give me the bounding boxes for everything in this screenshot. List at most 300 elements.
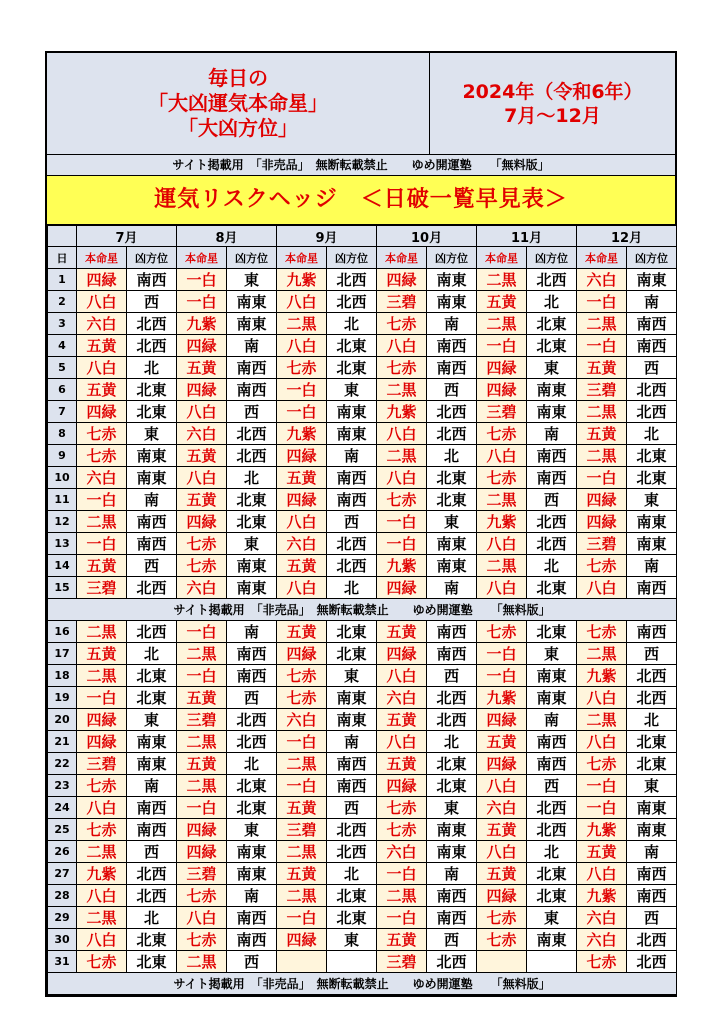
star-cell: 一白 (377, 863, 427, 885)
direction-cell: 南東 (327, 423, 377, 445)
star-cell: 八白 (377, 731, 427, 753)
table-row (48, 951, 677, 973)
direction-cell: 南東 (427, 555, 477, 577)
star-cell: 九紫 (277, 423, 327, 445)
direction-cell: 北東 (527, 885, 577, 907)
direction-cell: 東 (627, 489, 677, 511)
day-number: 7 (48, 401, 77, 423)
star-cell: 一白 (177, 269, 227, 291)
star-cell: 九紫 (577, 885, 627, 907)
direction-cell: 北西 (527, 797, 577, 819)
direction-cell: 西 (127, 841, 177, 863)
day-number: 19 (48, 687, 77, 709)
direction-cell: 南西 (127, 533, 177, 555)
star-cell: 八白 (577, 577, 627, 599)
direction-cell: 北東 (227, 775, 277, 797)
direction-cell: 北西 (627, 951, 677, 973)
day-number: 3 (48, 313, 77, 335)
direction-cell: 北東 (227, 797, 277, 819)
direction-cell: 北東 (127, 401, 177, 423)
direction-cell: 北西 (427, 687, 477, 709)
star-cell: 八白 (477, 445, 527, 467)
star-cell: 二黒 (377, 379, 427, 401)
star-cell: 一白 (277, 401, 327, 423)
direction-cell: 南 (627, 841, 677, 863)
direction-cell: 南東 (427, 533, 477, 555)
star-cell: 一白 (377, 533, 427, 555)
direction-cell: 南西 (227, 643, 277, 665)
star-cell: 三碧 (77, 577, 127, 599)
table-row (48, 665, 677, 687)
direction-cell: 北 (527, 555, 577, 577)
direction-cell: 北西 (427, 709, 477, 731)
star-cell: 五黄 (477, 863, 527, 885)
direction-cell: 西 (627, 907, 677, 929)
star-cell: 二黒 (477, 269, 527, 291)
star-cell: 六白 (177, 423, 227, 445)
table-row (48, 401, 677, 423)
star-cell: 二黒 (277, 313, 327, 335)
star-cell: 七赤 (177, 555, 227, 577)
star-header: 本命星 (177, 247, 227, 269)
corner-cell (48, 226, 77, 247)
star-cell: 七赤 (377, 797, 427, 819)
day-number: 20 (48, 709, 77, 731)
table-row (48, 841, 677, 863)
star-cell: 二黒 (177, 643, 227, 665)
header (47, 53, 675, 155)
star-cell: 九紫 (477, 511, 527, 533)
schedule-table (47, 225, 677, 995)
direction-cell: 南東 (227, 313, 277, 335)
star-cell: 五黄 (77, 643, 127, 665)
star-cell: 六白 (577, 929, 627, 951)
star-cell: 八白 (77, 885, 127, 907)
direction-cell: 北東 (327, 907, 377, 929)
star-cell: 一白 (77, 533, 127, 555)
direction-cell (327, 951, 377, 973)
star-cell: 二黒 (277, 753, 327, 775)
star-cell (477, 951, 527, 973)
star-cell: 七赤 (277, 687, 327, 709)
direction-cell: 西 (227, 401, 277, 423)
star-cell: 二黒 (577, 643, 627, 665)
direction-cell: 北西 (127, 885, 177, 907)
direction-cell: 北西 (327, 533, 377, 555)
day-number: 23 (48, 775, 77, 797)
star-cell: 八白 (577, 687, 627, 709)
star-cell: 八白 (277, 511, 327, 533)
star-cell: 五黄 (277, 621, 327, 643)
star-cell: 四緑 (377, 775, 427, 797)
direction-cell: 南西 (127, 511, 177, 533)
star-cell: 九紫 (177, 313, 227, 335)
direction-cell: 西 (327, 797, 377, 819)
direction-cell: 南 (127, 489, 177, 511)
star-cell: 八白 (477, 533, 527, 555)
table-row (48, 423, 677, 445)
direction-cell: 南東 (227, 577, 277, 599)
day-number: 27 (48, 863, 77, 885)
direction-header: 凶方位 (227, 247, 277, 269)
star-cell: 二黒 (377, 445, 427, 467)
direction-cell: 東 (127, 423, 177, 445)
day-number: 2 (48, 291, 77, 313)
day-number: 25 (48, 819, 77, 841)
day-number: 1 (48, 269, 77, 291)
direction-cell: 南西 (627, 863, 677, 885)
direction-cell: 北東 (527, 621, 577, 643)
star-cell: 一白 (277, 731, 327, 753)
star-cell: 五黄 (177, 753, 227, 775)
direction-header: 凶方位 (327, 247, 377, 269)
day-number: 5 (48, 357, 77, 379)
table-row (48, 555, 677, 577)
direction-cell: 北西 (327, 841, 377, 863)
star-cell: 七赤 (477, 467, 527, 489)
direction-cell: 北東 (227, 511, 277, 533)
month-header: 8月 (177, 226, 277, 247)
star-cell: 三碧 (177, 863, 227, 885)
star-cell: 八白 (177, 467, 227, 489)
star-cell: 八白 (477, 841, 527, 863)
star-header: 本命星 (277, 247, 327, 269)
table-row (48, 643, 677, 665)
direction-cell: 北西 (627, 665, 677, 687)
table-row (48, 577, 677, 599)
title-line: 「大凶運気本命星」 (148, 91, 328, 115)
direction-cell: 北西 (227, 709, 277, 731)
table-row (48, 467, 677, 489)
direction-cell: 南東 (227, 555, 277, 577)
direction-cell: 東 (227, 269, 277, 291)
direction-cell: 北西 (127, 621, 177, 643)
month-header: 7月 (77, 226, 177, 247)
star-cell: 四緑 (277, 445, 327, 467)
star-cell: 九紫 (77, 863, 127, 885)
direction-cell: 北東 (127, 951, 177, 973)
direction-cell: 南東 (427, 291, 477, 313)
direction-header: 凶方位 (127, 247, 177, 269)
direction-cell: 西 (327, 511, 377, 533)
star-cell: 四緑 (177, 841, 227, 863)
star-cell: 九紫 (277, 269, 327, 291)
star-cell: 二黒 (577, 313, 627, 335)
direction-cell: 西 (427, 665, 477, 687)
direction-cell: 南 (627, 291, 677, 313)
star-cell: 一白 (577, 797, 627, 819)
direction-cell: 北西 (127, 863, 177, 885)
star-cell: 七赤 (377, 313, 427, 335)
direction-cell: 南西 (127, 797, 177, 819)
direction-cell: 東 (327, 929, 377, 951)
direction-cell: 北東 (127, 687, 177, 709)
direction-cell: 北西 (627, 379, 677, 401)
star-cell: 八白 (577, 863, 627, 885)
star-cell: 一白 (277, 775, 327, 797)
direction-cell: 北東 (527, 335, 577, 357)
day-number: 11 (48, 489, 77, 511)
direction-cell: 北 (327, 313, 377, 335)
star-cell: 七赤 (177, 885, 227, 907)
star-cell: 一白 (477, 665, 527, 687)
star-cell: 八白 (77, 797, 127, 819)
direction-cell: 北 (227, 467, 277, 489)
direction-cell: 南東 (627, 797, 677, 819)
star-cell: 八白 (77, 929, 127, 951)
direction-cell: 北東 (527, 577, 577, 599)
direction-cell: 東 (427, 797, 477, 819)
direction-cell: 西 (527, 489, 577, 511)
star-cell: 一白 (77, 687, 127, 709)
period-block (430, 53, 675, 154)
title-block (47, 53, 430, 154)
star-cell: 四緑 (477, 709, 527, 731)
star-cell: 二黒 (477, 489, 527, 511)
star-cell: 七赤 (477, 907, 527, 929)
direction-cell: 北東 (427, 775, 477, 797)
star-cell: 九紫 (577, 665, 627, 687)
star-cell: 四緑 (277, 929, 327, 951)
star-cell: 一白 (577, 467, 627, 489)
direction-cell: 北西 (127, 577, 177, 599)
direction-cell: 北西 (427, 951, 477, 973)
direction-cell: 南西 (427, 643, 477, 665)
star-cell: 四緑 (77, 731, 127, 753)
direction-cell: 南東 (127, 731, 177, 753)
month-header: 9月 (277, 226, 377, 247)
table-row (48, 313, 677, 335)
calendar-sheet (45, 51, 677, 997)
day-number: 26 (48, 841, 77, 863)
star-cell: 五黄 (477, 731, 527, 753)
star-cell: 七赤 (477, 929, 527, 951)
star-cell: 二黒 (477, 555, 527, 577)
star-cell: 三碧 (577, 379, 627, 401)
direction-cell: 北西 (527, 269, 577, 291)
direction-cell: 北東 (227, 489, 277, 511)
direction-cell (527, 951, 577, 973)
period-line: 2024年（令和6年） (462, 80, 643, 103)
star-cell: 三碧 (477, 401, 527, 423)
star-cell: 七赤 (477, 423, 527, 445)
star-cell: 八白 (277, 335, 327, 357)
star-cell: 四緑 (177, 335, 227, 357)
star-cell: 六白 (77, 467, 127, 489)
direction-cell: 北 (427, 731, 477, 753)
star-cell: 八白 (377, 467, 427, 489)
direction-cell: 北東 (527, 313, 577, 335)
direction-cell: 北西 (627, 929, 677, 951)
direction-cell: 南東 (327, 687, 377, 709)
direction-cell: 東 (127, 709, 177, 731)
direction-cell: 南西 (327, 753, 377, 775)
direction-cell: 西 (427, 379, 477, 401)
star-cell: 七赤 (77, 951, 127, 973)
star-cell: 六白 (277, 709, 327, 731)
star-cell: 一白 (177, 291, 227, 313)
direction-cell: 東 (427, 511, 477, 533)
star-cell: 一白 (377, 511, 427, 533)
day-number: 28 (48, 885, 77, 907)
star-header: 本命星 (377, 247, 427, 269)
direction-cell: 南 (527, 709, 577, 731)
day-number: 12 (48, 511, 77, 533)
direction-cell: 北東 (127, 929, 177, 951)
star-cell: 七赤 (277, 665, 327, 687)
direction-cell: 北東 (627, 467, 677, 489)
star-cell: 一白 (177, 797, 227, 819)
direction-cell: 北西 (627, 687, 677, 709)
star-cell: 六白 (277, 533, 327, 555)
direction-cell: 南西 (527, 467, 577, 489)
day-number: 29 (48, 907, 77, 929)
direction-cell: 南西 (227, 357, 277, 379)
month-header-row (48, 226, 677, 247)
star-cell: 一白 (377, 907, 427, 929)
star-cell: 二黒 (77, 511, 127, 533)
direction-cell: 南 (427, 577, 477, 599)
star-cell: 七赤 (577, 555, 627, 577)
day-number: 18 (48, 665, 77, 687)
star-cell: 七赤 (77, 445, 127, 467)
star-cell: 八白 (477, 577, 527, 599)
direction-cell: 西 (627, 643, 677, 665)
table-row (48, 445, 677, 467)
direction-cell: 北東 (627, 731, 677, 753)
table-row (48, 929, 677, 951)
star-cell: 五黄 (277, 555, 327, 577)
direction-cell: 北 (427, 445, 477, 467)
star-cell: 五黄 (377, 709, 427, 731)
star-cell: 九紫 (477, 687, 527, 709)
star-cell: 四緑 (177, 819, 227, 841)
star-cell: 六白 (477, 797, 527, 819)
direction-cell: 南西 (227, 929, 277, 951)
star-cell: 八白 (277, 291, 327, 313)
star-cell: 三碧 (377, 951, 427, 973)
star-cell: 五黄 (177, 687, 227, 709)
day-number: 8 (48, 423, 77, 445)
direction-cell: 南東 (627, 269, 677, 291)
table-row (48, 335, 677, 357)
direction-cell: 西 (127, 555, 177, 577)
direction-cell: 南 (427, 863, 477, 885)
direction-cell: 南東 (627, 511, 677, 533)
direction-cell: 北 (127, 907, 177, 929)
star-cell: 六白 (177, 577, 227, 599)
star-header: 本命星 (577, 247, 627, 269)
direction-cell: 南東 (327, 709, 377, 731)
star-cell: 五黄 (577, 841, 627, 863)
star-cell: 一白 (177, 665, 227, 687)
star-cell: 二黒 (477, 313, 527, 335)
direction-cell: 南西 (427, 621, 477, 643)
star-cell: 一白 (577, 335, 627, 357)
star-cell: 四緑 (477, 753, 527, 775)
table-row (48, 797, 677, 819)
star-cell: 七赤 (477, 621, 527, 643)
star-cell: 一白 (477, 643, 527, 665)
direction-cell: 北東 (427, 489, 477, 511)
star-cell: 二黒 (277, 841, 327, 863)
star-cell: 四緑 (377, 269, 427, 291)
table-row (48, 885, 677, 907)
star-cell: 五黄 (477, 819, 527, 841)
star-cell: 六白 (77, 313, 127, 335)
star-cell: 七赤 (77, 423, 127, 445)
star-cell: 五黄 (277, 467, 327, 489)
direction-cell: 東 (227, 533, 277, 555)
direction-header: 凶方位 (427, 247, 477, 269)
star-cell: 八白 (477, 775, 527, 797)
direction-cell: 北東 (327, 621, 377, 643)
direction-cell: 南西 (327, 489, 377, 511)
star-cell: 五黄 (277, 863, 327, 885)
direction-cell: 北 (127, 643, 177, 665)
table-row (48, 709, 677, 731)
star-cell: 四緑 (477, 885, 527, 907)
table-row (48, 731, 677, 753)
direction-cell: 北西 (427, 423, 477, 445)
direction-cell: 北 (127, 357, 177, 379)
star-cell: 三碧 (77, 753, 127, 775)
star-cell: 六白 (377, 687, 427, 709)
table-row (48, 511, 677, 533)
direction-cell: 南西 (427, 907, 477, 929)
star-cell: 七赤 (377, 819, 427, 841)
star-cell: 四緑 (577, 489, 627, 511)
star-cell: 四緑 (577, 511, 627, 533)
table-row (48, 775, 677, 797)
star-cell: 二黒 (77, 907, 127, 929)
day-number: 9 (48, 445, 77, 467)
direction-cell: 南西 (427, 885, 477, 907)
star-cell: 八白 (577, 731, 627, 753)
direction-cell: 南東 (427, 841, 477, 863)
day-number: 24 (48, 797, 77, 819)
direction-cell: 北西 (327, 291, 377, 313)
direction-cell: 北西 (327, 819, 377, 841)
star-cell: 四緑 (77, 401, 127, 423)
star-cell: 三碧 (177, 709, 227, 731)
star-cell: 六白 (577, 269, 627, 291)
day-number: 30 (48, 929, 77, 951)
star-cell: 四緑 (377, 577, 427, 599)
direction-cell: 北東 (427, 753, 477, 775)
direction-cell: 南東 (627, 533, 677, 555)
direction-cell: 南東 (527, 379, 577, 401)
star-cell: 四緑 (77, 709, 127, 731)
direction-cell: 北東 (527, 863, 577, 885)
star-header: 本命星 (77, 247, 127, 269)
star-cell: 一白 (77, 489, 127, 511)
direction-cell: 南西 (627, 577, 677, 599)
day-number: 22 (48, 753, 77, 775)
direction-cell: 北東 (427, 467, 477, 489)
star-cell: 四緑 (277, 489, 327, 511)
star-cell: 五黄 (577, 357, 627, 379)
direction-cell: 西 (127, 291, 177, 313)
direction-cell: 北 (527, 841, 577, 863)
star-cell: 五黄 (277, 797, 327, 819)
direction-cell: 北西 (227, 445, 277, 467)
star-cell: 五黄 (77, 379, 127, 401)
table-row (48, 379, 677, 401)
day-number: 13 (48, 533, 77, 555)
direction-cell: 南東 (327, 401, 377, 423)
notice-text: サイト掲載用 「非売品」 無断転載禁止 ゆめ開運塾 「無料版」 (48, 973, 677, 995)
